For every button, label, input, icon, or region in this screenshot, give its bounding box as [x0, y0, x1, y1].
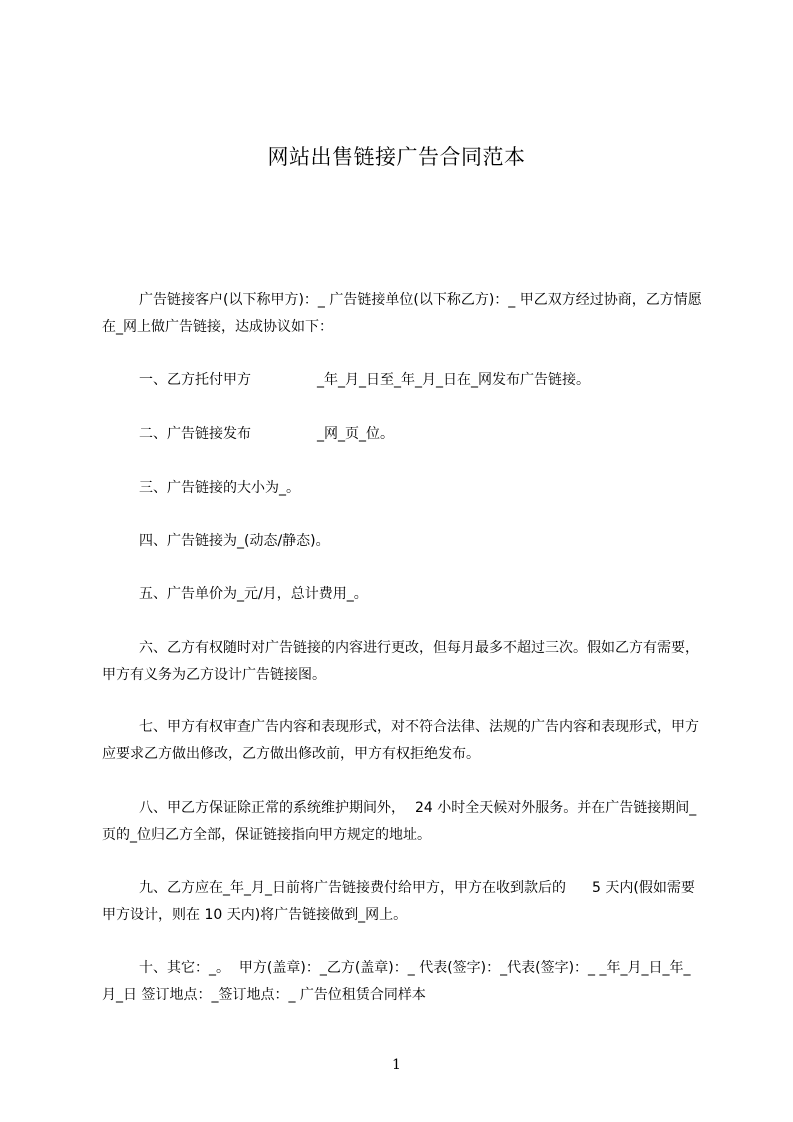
document-title: 网站出售链接广告合同范本 [267, 145, 526, 169]
clause-2 [102, 421, 702, 448]
clause-2-label: 二、广告链接发布 [139, 426, 251, 442]
clause-7: 七、甲方有权审查广告内容和表现形式，对不符合法律、法规的广告内容和表现形式，甲方应要求乙方做出修改，乙方做出修改前，甲方有权拒绝发布。 [102, 719, 699, 762]
clause-9 [102, 875, 702, 929]
clause-8 [102, 795, 702, 849]
intro-paragraph: 广告链接客户(以下称甲方)：_ 广告链接单位(以下称乙方)：_ 甲乙双方经过协商，乙方情愿在_网上做广告链接，达成协议如下： [102, 292, 702, 335]
clause-6: 六、乙方有权随时对广告链接的内容进行更改，但每月最多不超过三次。假如乙方有需要，甲方有义务为乙方设计广告链接图。 [102, 640, 699, 683]
clause-1-label: 一、乙方托付甲方 [139, 372, 251, 388]
clause-8-part-1: 八、甲乙方保证除正常的系统维护期间外， [139, 800, 405, 816]
clause-4: 四、广告链接为_(动态/静态)。 [139, 533, 330, 549]
clause-3: 三、广告链接的大小为_。 [139, 480, 300, 496]
clause-10: 十、其它：_。 甲方(盖章)：_乙方(盖章)：_ 代表(签字)：_代表(签字)：_ _年_月_日_年_月_日 签订地点：_签订地点：_ 广告位租赁合同样本 [102, 960, 691, 1003]
page-number: 1 [392, 1057, 401, 1073]
clause-9-part-1: 九、乙方应在_年_月_日前将广告链接费付给甲方，甲方在收到款后的 [139, 880, 566, 896]
clause-9-part-2: 5 天内(假如需要甲方设计，则在 10 天内)将广告链接做到_网上。 [102, 880, 695, 923]
clause-2-text: _网_页_位。 [317, 426, 394, 442]
clause-1-text: _年_月_日至_年_月_日在_网发布广告链接。 [317, 372, 590, 388]
clause-1 [102, 367, 702, 394]
clause-8-part-2: 24 小时全天候对外服务。并在广告链接期间_页的_位归乙方全部，保证链接指向甲方规定的地址。 [102, 800, 697, 843]
clause-5: 五、广告单价为_元/月，总计费用_。 [139, 586, 368, 602]
